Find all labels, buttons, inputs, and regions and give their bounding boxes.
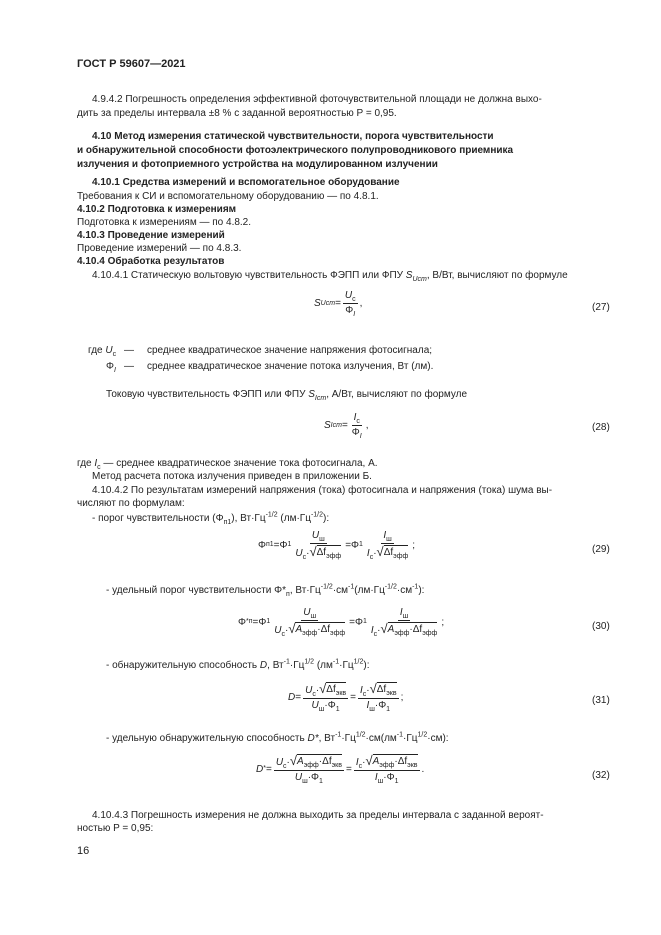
paragraph-4-9-4-2-line1: 4.9.4.2 Погрешность определения эффективной фоточувствительной площади не должна выхо-: [92, 94, 542, 105]
paragraph-4-10-4-3-line2: ностью P = 0,95:: [77, 823, 154, 834]
section-4-10-title-line3: излучения и фотоприемного устройства на модулированном излучении: [77, 159, 438, 170]
item-detectivity: - обнаружительную способность D, $Вт^{-1}\cdot Гц^{1/2}$ $(лм^{-1}\cdot Гц^{1/2})$:: [106, 658, 370, 671]
equation-number-28: (28): [592, 422, 610, 433]
paragraph-4-10-4-2-line1: 4.10.4.2 По результатам измерений напряжения (тока) фотосигнала и напряжения (тока) шума вы-: [92, 485, 553, 496]
section-4-10-2-title: 4.10.2 Подготовка к измерениям: [77, 204, 237, 215]
equation-27: S Uст = $\frac{U_с}{\Phi_I}$ ,: [314, 290, 363, 318]
section-4-10-4-title: 4.10.4 Обработка результатов: [77, 256, 225, 267]
where-27-row1: где $U_с$: [88, 345, 117, 358]
where-27-row2-dash: —: [124, 361, 134, 372]
where-27-row2-text: среднее квадратическое значение потока излучения, Вт (лм).: [147, 361, 434, 372]
section-4-10-3-text: Проведение измерений — по 4.8.3.: [77, 243, 242, 254]
section-4-10-1-title: 4.10.1 Средства измерений и вспомогательное оборудование: [92, 177, 400, 188]
paragraph-4-9-4-2-line2: дить за пределы интервала ±8 % с заданной вероятностью P = 0,95.: [77, 108, 397, 119]
equation-31: D = $U_с\cdot$ √ $\Delta f_{экв}$ $U_ш\cdot\Phi_1$ = $I_с\cdot$ √ $\Delta f_{экв}$ $I_ш\cdot\Phi_1$ ;: [288, 681, 404, 713]
paragraph-4-10-4-3-line1: 4.10.4.3 Погрешность измерения не должна выходить за пределы интервала с заданной вероят-: [92, 810, 544, 821]
section-4-10-2-text: Подготовка к измерениям — по 4.8.2.: [77, 217, 252, 228]
item-threshold: - порог чувствительности $(\Phi_{п1})$, $Вт\cdot Гц^{-1/2}$ $(лм\cdot Гц^{-1/2})$:: [92, 511, 330, 526]
where-27-row1-dash: —: [124, 345, 134, 356]
section-4-10-1-text: Требования к СИ и вспомогательному оборудованию — по 4.8.1.: [77, 191, 379, 202]
equation-number-30: (30): [592, 621, 610, 632]
section-4-10-title-line1: 4.10 Метод измерения статической чувствительности, порога чувствительности: [92, 131, 494, 142]
equation-number-29: (29): [592, 544, 610, 555]
equation-number-31: (31): [592, 695, 610, 706]
where-27-row1-text: среднее квадратическое значение напряжения фотосигнала;: [147, 345, 433, 356]
doc-header: ГОСТ Р 59607—2021: [77, 58, 186, 70]
section-4-10-3-title: 4.10.3 Проведение измерений: [77, 230, 225, 241]
paragraph-4-10-4-1: 4.10.4.1 Статическую вольтовую чувствительность ФЭПП или ФПУ $S_{Uст}$, В/Вт, вычисляют по формуле: [92, 270, 568, 283]
section-4-10-title-line2: и обнаружительной способности фотоэлектрического полупроводникового приемника: [77, 145, 514, 156]
equation-30: Φ * п = Φ 1 $U_ш$ $U_с\cdot$ √ $A_{эфф}\cdot\Delta f_{эфф}$ = Φ 1 $I_ш$ $I_с\cdot$ √ $A_{эфф}\cdot\Delta f_{эфф}$ ;: [238, 607, 445, 638]
equation-32: D * = $U_с\cdot$ √ $A_{эфф}\cdot\Delta f_{экв}$ $U_ш\cdot\Phi_1$ = $I_с\cdot$ √ $A_{эфф}\cdot\Delta f_{экв}$ $I_ш\cdot\Phi_1$ .: [256, 753, 425, 785]
where-27-row2-sym: $\Phi_I$: [106, 361, 116, 374]
paragraph-4-10-4-2-line2: числяют по формулам:: [77, 498, 185, 509]
equation-number-32: (32): [592, 770, 610, 781]
equation-number-27: (27): [592, 302, 610, 313]
where-28-line1: где $I_с$ — среднее квадратическое значение тока фотосигнала, А.: [77, 458, 378, 471]
page-number: 16: [77, 845, 90, 857]
where-28-line2: Метод расчета потока излучения приведен в приложении Б.: [92, 471, 372, 482]
item-specific-detectivity: - удельную обнаружительную способность D*, $Вт^{-1}\cdot Гц^{1/2}\cdot см(лм^{-1}\cdot Гц^{1/2}\cdot см)$:: [106, 731, 449, 744]
item-specific-threshold: - удельный порог чувствительности $\Phi*_п$, $Вт\cdot Гц^{-1/2}\cdot см^{-1}(лм\cdot Гц^{-1/2}\cdot см^{-1})$:: [106, 583, 425, 598]
equation-29: Φ п1 = Φ 1 $U_ш$ $U_с\cdot$ √ $\Delta f_{эфф}$ = Φ 1 $I_ш$ $I_с\cdot$ √ $\Delta f_{эфф}$ ;: [258, 530, 416, 561]
paragraph-current-sensitivity: Токовую чувствительность ФЭПП или ФПУ $S_{Iст}$, А/Вт, вычисляют по формуле: [106, 389, 468, 402]
equation-28: S Iст = $\frac{I_с}{\Phi_I}$ ,: [324, 412, 369, 440]
